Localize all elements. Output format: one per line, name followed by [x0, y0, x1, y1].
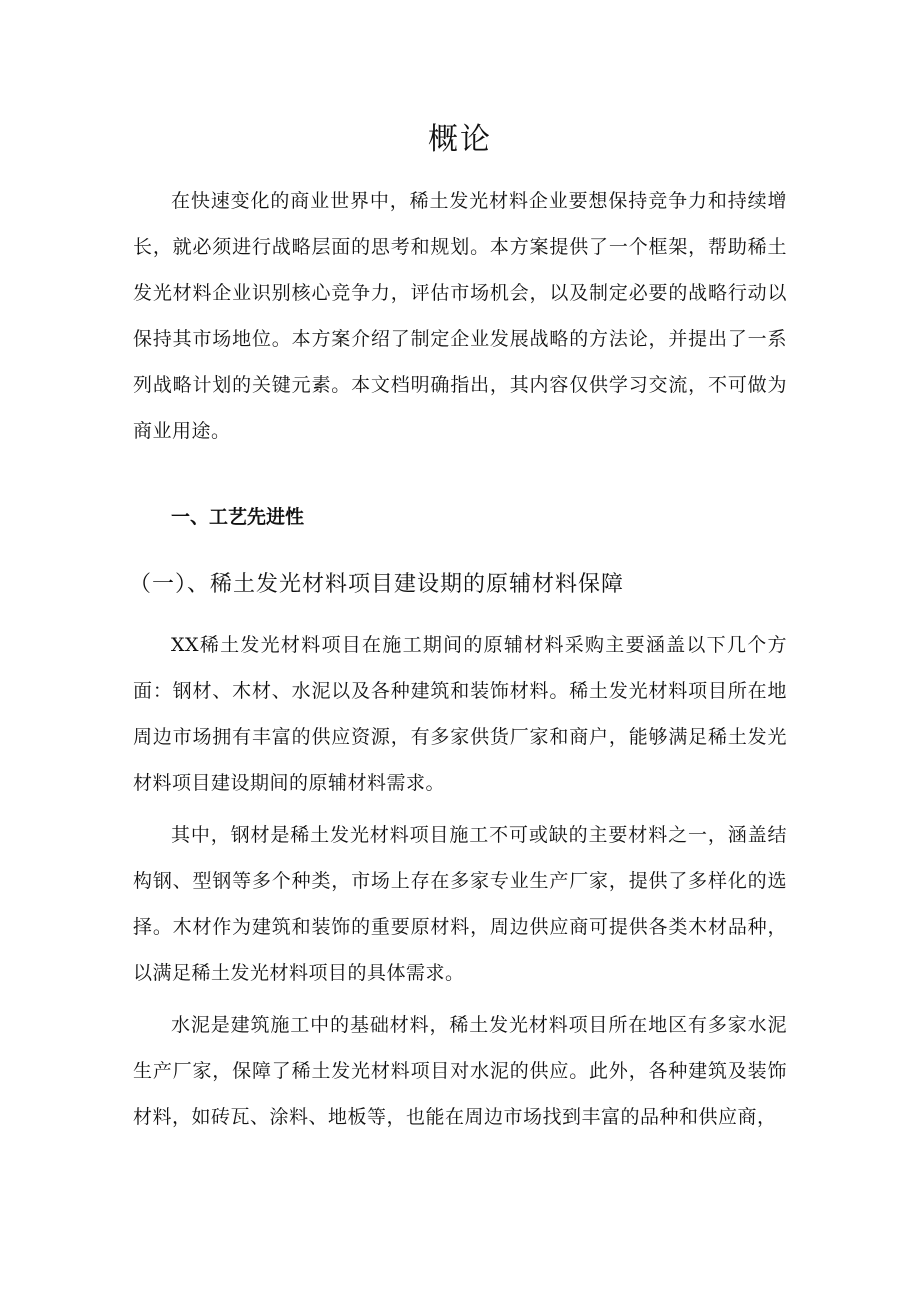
body-paragraph: 其中，钢材是稀土发光材料项目施工不可或缺的主要材料之一，涵盖结构钢、型钢等多个种类，市场上存在多家专业生产厂家，提供了多样化的选择。木材作为建筑和装饰的重要原材料，周边供应商可提供各类木材品种，以满足稀土发光材料项目的具体需求。: [133, 824, 787, 984]
body-paragraph: XX稀土发光材料项目在施工期间的原辅材料采购主要涵盖以下几个方面：钢材、木材、水泥以及各种建筑和装饰材料。稀土发光材料项目所在地周边市场拥有丰富的供应资源，有多家供货厂家和商户，能够满足稀土发光材料项目建设期间的原辅材料需求。: [133, 634, 787, 794]
intro-paragraph: 在快速变化的商业世界中，稀土发光材料企业要想保持竞争力和持续增长，就必须进行战略层面的思考和规划。本方案提供了一个框架，帮助稀土发光材料企业识别核心竞争力，评估市场机会，以及制定必要的战略行动以保持其市场地位。本方案介绍了制定企业发展战略的方法论，并提出了一系列战略计划的关键元素。本文档明确指出，其内容仅供学习交流，不可做为商业用途。: [133, 190, 787, 442]
subsection-heading: （一）、稀土发光材料项目建设期的原辅材料保障: [129, 572, 625, 597]
page-title: 概论: [428, 122, 492, 157]
section-heading: 一、工艺先进性: [171, 506, 305, 528]
body-paragraph: 水泥是建筑施工中的基础材料，稀土发光材料项目所在地区有多家水泥生产厂家，保障了稀土发光材料项目对水泥的供应。此外，各种建筑及装饰材料，如砖瓦、涂料、地板等，也能在周边市场找到丰富的品种和供应商，: [133, 1014, 787, 1128]
